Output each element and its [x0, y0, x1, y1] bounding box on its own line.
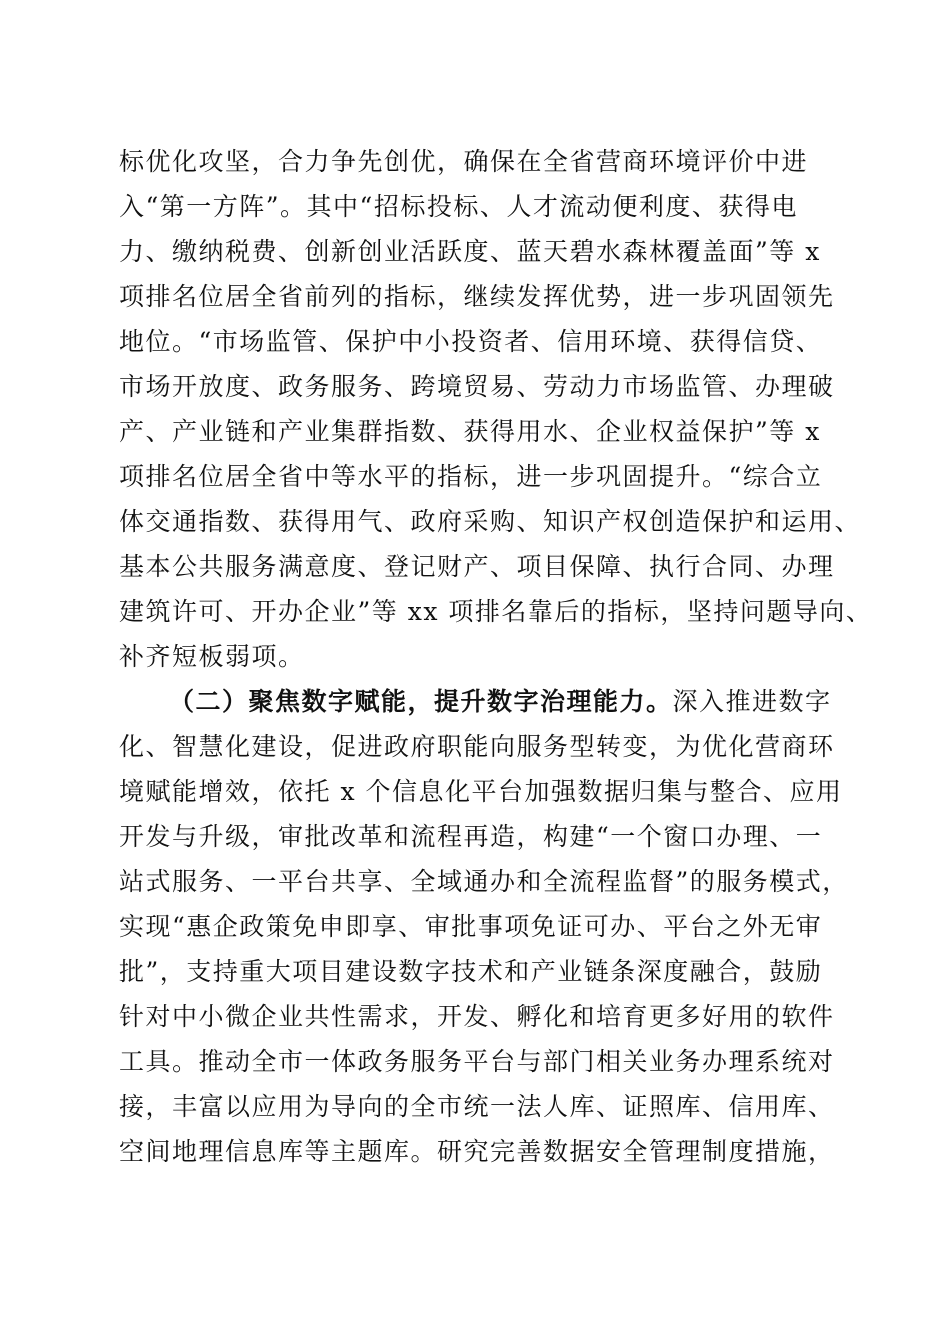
text-line-12: 补齐短板弱项。 [119, 642, 305, 671]
text-line-4: 项排名位居全省前列的指标，继续发挥优势，进一步巩固领先 [119, 282, 835, 311]
text-line-16: 开发与升级，审批改革和流程再造，构建“一个窗口办理、一 [119, 822, 823, 851]
text-line-18: 实现“惠企政策免申即享、审批事项免证可办、平台之外无审 [119, 912, 823, 941]
text-line-17: 站式服务、一平台共享、全域通办和全流程监督”的服务模式， [119, 867, 849, 896]
text-line-9: 体交通指数、获得用气、政府采购、知识产权创造保护和运用、 [119, 507, 862, 536]
text-line-23: 空间地理信息库等主题库。研究完善数据安全管理制度措施， [119, 1137, 835, 1166]
text-line-20: 针对中小微企业共性需求，开发、孵化和培育更多好用的软件 [119, 1002, 835, 1031]
text-line-5: 地位。“市场监管、保护中小投资者、信用环境、获得信贷、 [119, 327, 823, 356]
section-heading: （二）聚焦数字赋能，提升数字治理能力。 [169, 687, 673, 716]
text-line-21: 工具。推动全市一体政务服务平台与部门相关业务办理系统对 [119, 1047, 835, 1076]
text-line-11: 建筑许可、开办企业”等 xx 项排名靠后的指标，坚持问题导向、 [119, 597, 873, 626]
text-line-15: 境赋能增效，依托 x 个信息化平台加强数据归集与整合、应用 [119, 777, 843, 806]
text-line-2: 入“第一方阵”。其中“招标投标、人才流动便利度、获得电 [119, 192, 798, 221]
section-heading-line: （二）聚焦数字赋能，提升数字治理能力。深入推进数字 [169, 687, 832, 716]
text-line-19: 批”，支持重大项目建设数字技术和产业链条深度融合，鼓励 [119, 957, 823, 986]
text-line-3: 力、缴纳税费、创新创业活跃度、蓝天碧水森林覆盖面”等 x [119, 237, 821, 266]
text-line-1: 标优化攻坚，合力争先创优，确保在全省营商环境评价中进 [119, 147, 809, 176]
text-line-10: 基本公共服务满意度、登记财产、项目保障、执行合同、办理 [119, 552, 835, 581]
text-line-22: 接，丰富以应用为导向的全市统一法人库、证照库、信用库、 [119, 1092, 835, 1121]
text-line-7: 产、产业链和产业集群指数、获得用水、企业权益保护”等 x [119, 417, 821, 446]
text-line-8: 项排名位居全省中等水平的指标，进一步巩固提升。“综合立 [119, 462, 823, 491]
text-line-14: 化、智慧化建设，促进政府职能向服务型转变，为优化营商环 [119, 732, 835, 761]
text-line-6: 市场开放度、政务服务、跨境贸易、劳动力市场监管、办理破 [119, 372, 835, 401]
